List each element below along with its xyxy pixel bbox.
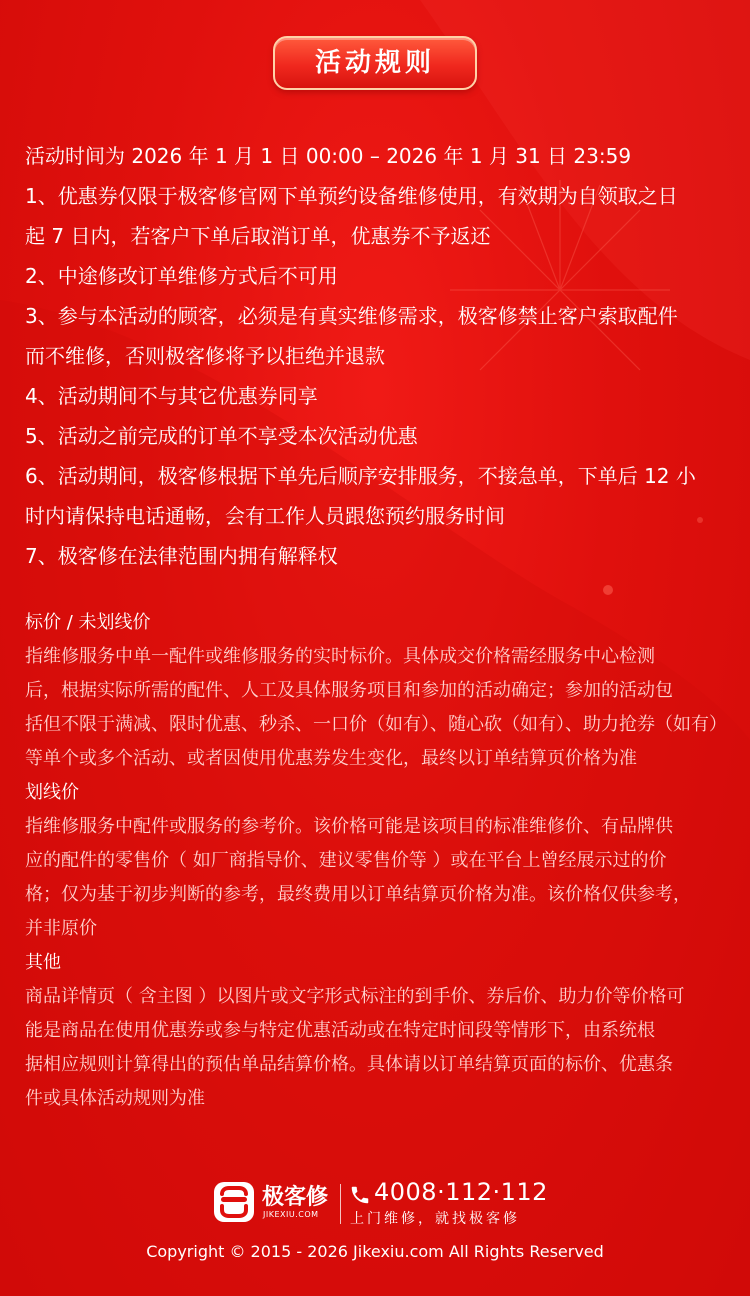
rule-line: 5、活动之前完成的订单不享受本次活动优惠 bbox=[25, 424, 418, 448]
price-body-line: 括但不限于满减、限时优惠、秒杀、一口价（如有）、随心砍（如有）、助力抢券（如有） bbox=[25, 714, 727, 735]
strike-price-heading: 划线价 bbox=[25, 782, 79, 803]
footer-brand bbox=[212, 1178, 548, 1230]
rule-line: 活动时间为 2026 年 1 月 1 日 00:00 – 2026 年 1 月 31 日 23:59 bbox=[25, 144, 632, 168]
other-body-line: 能是商品在使用优惠券或参与特定优惠活动或在特定时间段等情形下，由系统根 bbox=[25, 1020, 655, 1041]
price-body-line: 等单个或多个活动、或者因使用优惠券发生变化，最终以订单结算页价格为准 bbox=[25, 748, 637, 769]
logo-icon bbox=[212, 1180, 256, 1224]
rule-line: 4、活动期间不与其它优惠券同享 bbox=[25, 384, 318, 408]
phone-icon bbox=[349, 1184, 371, 1206]
rule-line: 1、优惠券仅限于极客修官网下单预约设备维修使用，有效期为自领取之日 bbox=[25, 184, 678, 208]
price-body-line: 指维修服务中单一配件或维修服务的实时标价。具体成交价格需经服务中心检测 bbox=[25, 646, 655, 667]
rule-line: 时内请保持电话通畅，会有工作人员跟您预约服务时间 bbox=[25, 504, 505, 528]
price-heading: 标价 / 未划线价 bbox=[25, 612, 151, 633]
rule-line: 3、参与本活动的顾客，必须是有真实维修需求，极客修禁止客户索取配件 bbox=[25, 304, 678, 328]
rule-line: 7、极客修在法律范围内拥有解释权 bbox=[25, 544, 338, 568]
logo-domain: JIKEXIU.COM bbox=[263, 1210, 319, 1219]
rule-line: 而不维修，否则极客修将予以拒绝并退款 bbox=[25, 344, 385, 368]
phone-number[interactable]: 4008·112·112 bbox=[374, 1178, 548, 1206]
strike-price-body-line: 指维修服务中配件或服务的参考价。该价格可能是该项目的标准维修价、有品牌供 bbox=[25, 816, 673, 837]
rule-line: 2、中途修改订单维修方式后不可用 bbox=[25, 264, 338, 288]
rules-list bbox=[25, 136, 730, 576]
strike-price-body-line: 并非原价 bbox=[25, 918, 97, 939]
footer-divider bbox=[340, 1184, 341, 1224]
price-info-section bbox=[25, 606, 730, 1116]
slogan: 上门维修，就找极客修 bbox=[350, 1211, 520, 1227]
other-body-line: 据相应规则计算得出的预估单品结算价格。具体请以订单结算页面的标价、优惠条 bbox=[25, 1054, 673, 1075]
strike-price-body-line: 应的配件的零售价（ 如厂商指导价、建议零售价等 ）或在平台上曾经展示过的价 bbox=[25, 850, 667, 871]
logo-name: 极客修 bbox=[262, 1185, 329, 1210]
strike-price-body-line: 格；仅为基于初步判断的参考，最终费用以订单结算页价格为准。该价格仅供参考， bbox=[25, 884, 691, 905]
other-body-line: 商品详情页（ 含主图 ）以图片或文字形式标注的到手价、券后价、助力价等价格可 bbox=[25, 986, 685, 1007]
page-title: 活动规则 bbox=[273, 36, 477, 90]
price-body-line: 后，根据实际所需的配件、人工及具体服务项目和参加的活动确定；参加的活动包 bbox=[25, 680, 673, 701]
rule-line: 6、活动期间，极客修根据下单先后顺序安排服务，不接急单，下单后 12 小 bbox=[25, 464, 696, 488]
other-body-line: 件或具体活动规则为准 bbox=[25, 1088, 205, 1109]
title-area bbox=[0, 36, 750, 90]
rule-line: 起 7 日内，若客户下单后取消订单，优惠券不予返还 bbox=[25, 224, 491, 248]
copyright: Copyright © 2015 - 2026 Jikexiu.com All Rights Reserved bbox=[146, 1242, 604, 1261]
other-heading: 其他 bbox=[25, 952, 61, 973]
